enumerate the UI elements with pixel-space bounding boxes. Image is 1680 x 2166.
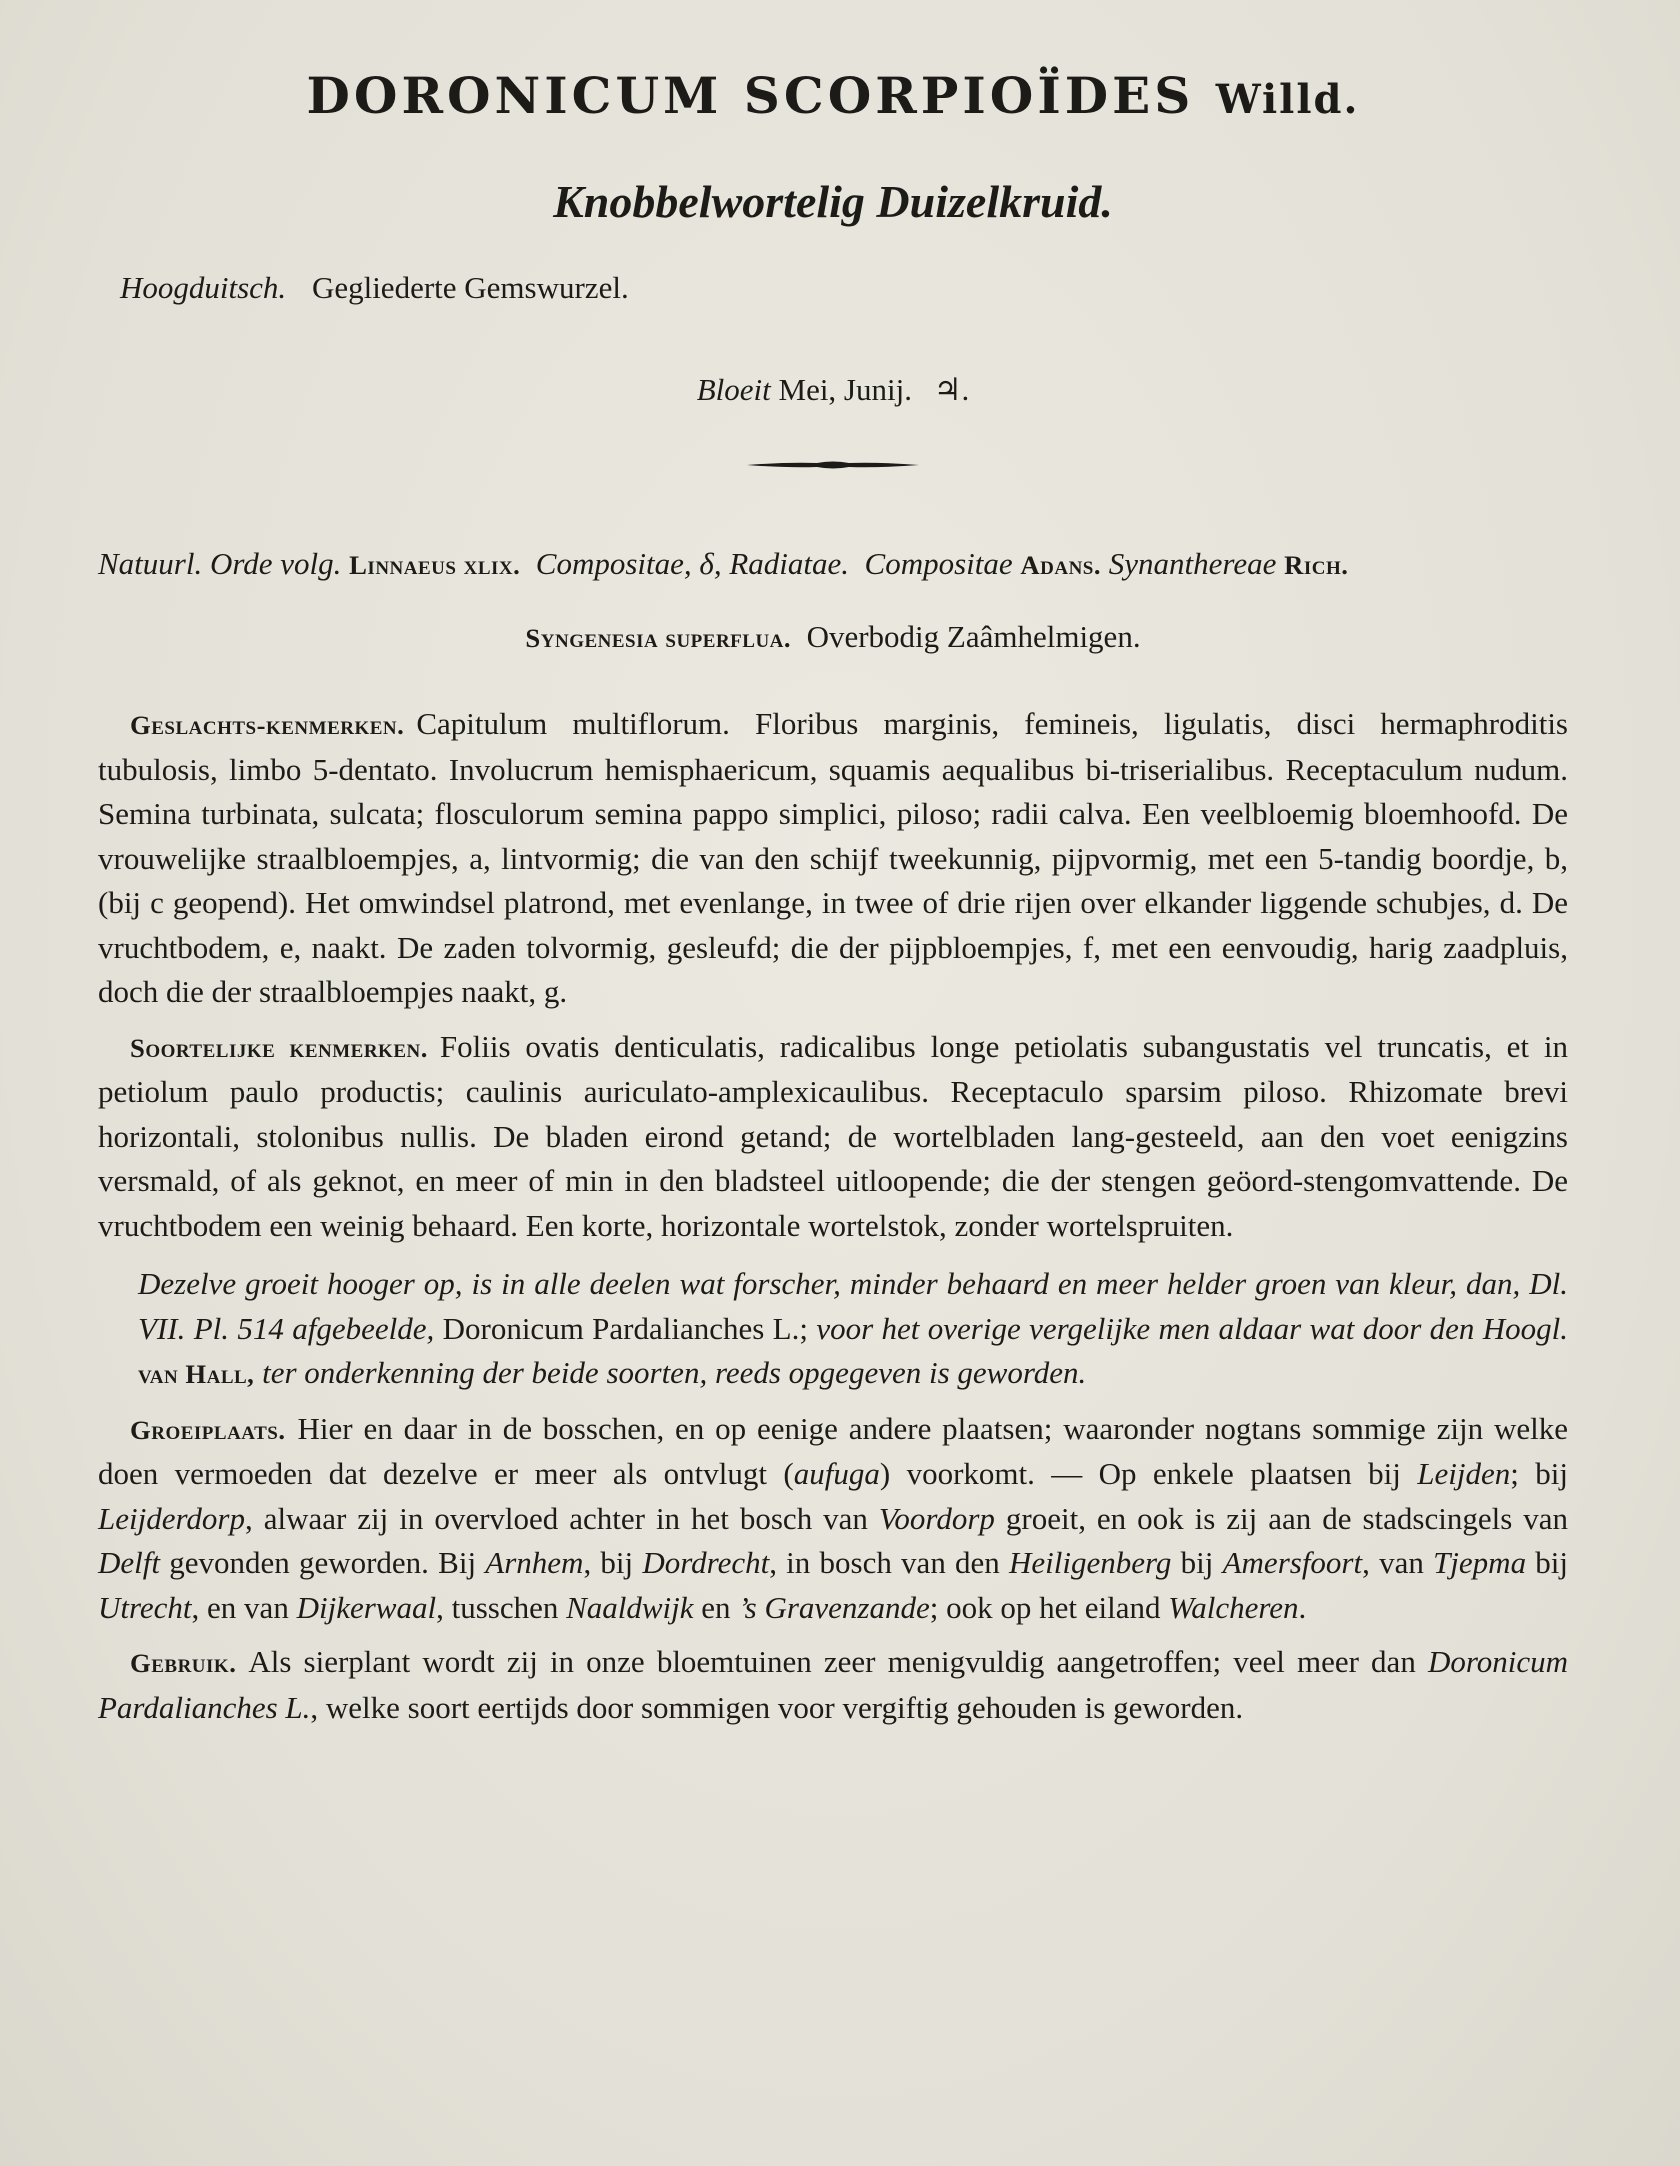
habitat-text-11: bij: [1535, 1545, 1569, 1580]
genus-text: Capitulum multiflorum. Floribus marginis, femineis, ligulatis, disci hermaphroditis tubulosis, limbo 5-dentato. Involucrum hemisphaericum, squamis aequalibus bi-triserialibus. Receptaculum nudum. Semina turbinata, sulcata; flosculorum semina pappo simplici, piloso; radii calva. Een veelbloemig bloemhoofd. De vrouwelijke straalbloempjes, a, lintvormig; die van den schijf tweekunnig, pijpvormig, met een 5-tandig boordje, b, (bij c geopend). Het omwindsel platrond, met evenlange, in twee of drie rijen over elkander liggende schubjes, d. De vruchtbodem, e, naakt. De zaden tolvormig, gesleufd; die der pijpbloempjes, f, met een eenvoudig, harig zaadpluis, doch die der straalbloempjes naakt, g.: [98, 706, 1568, 1009]
note-van-hall: van Hall,: [138, 1359, 255, 1389]
habitat-text-1: Hier en daar in de bosschen, en op eenige andere plaatsen; waaronder nogtans sommige zijn welke doen vermoeden dat dezelve er meer als ontvlugt (: [98, 1410, 1568, 1491]
flowering-line: [98, 368, 1568, 412]
habitat-text-8: , in bosch van den: [769, 1545, 1000, 1580]
perennial-symbol: ♃.: [933, 372, 970, 407]
page-title: [98, 60, 1568, 136]
habitat-text-15: ; ook op het eiland: [929, 1589, 1161, 1625]
title-species: DORONICUM SCORPIOÏDES: [306, 66, 1195, 125]
place-leijden: Leijden: [1417, 1456, 1511, 1491]
habitat-heading: Groeiplaats.: [130, 1414, 286, 1445]
usage-species: Doronicum Pardalianches L.: [98, 1644, 1569, 1725]
habitat-text-13: , tusschen: [436, 1589, 559, 1625]
flowering-label: Bloeit: [696, 372, 771, 407]
note-part-1: Dezelve groeit hooger op, is in alle deelen wat forscher, minder behaard en meer helder groen van kleur, dan, Dl. VII. Pl. 514 afgebeelde,: [138, 1266, 1568, 1346]
usage: [98, 1640, 1568, 1730]
orde-adans: Adans.: [1020, 550, 1102, 580]
usage-text-1: Als sierplant wordt zij in onze bloemtuinen zeer menigvuldig aangetroffen; veel meer dan: [248, 1644, 1416, 1679]
comparison-note: [58, 1262, 1568, 1397]
habitat-text-3: ; bij: [1510, 1456, 1568, 1491]
orde-compositae: Compositae,: [535, 546, 692, 581]
syngenesia-text: Overbodig Zaâmhelmigen.: [806, 619, 1141, 654]
note-species: Doronicum Pardalianches L.;: [442, 1310, 808, 1346]
usage-heading: Gebruik.: [130, 1648, 237, 1678]
place-amersfoort: Amersfoort: [1222, 1545, 1363, 1580]
place-dijkerwaal: Dijkerwaal: [296, 1589, 437, 1625]
habitat-text-5: groeit, en ook is zij aan de stadscingels van: [1005, 1500, 1569, 1536]
orde-synanthereae: Synanthereae: [1108, 546, 1277, 581]
place-heiligenberg: Heiligenberg: [1009, 1545, 1172, 1580]
place-tjepma: Tjepma: [1433, 1545, 1527, 1580]
genus-heading: Geslachts-kenmerken.: [130, 710, 405, 740]
syngenesia-line: [98, 615, 1568, 660]
habitat-text-10: , van: [1362, 1545, 1424, 1580]
habitat-aufuga: aufuga: [793, 1456, 880, 1491]
orde-delta: δ,: [699, 546, 722, 581]
place-delft: Delft: [98, 1545, 160, 1580]
place-gravenzande: ’s Gravenzande: [738, 1589, 930, 1625]
species-characters: [98, 1025, 1568, 1249]
habitat-text-7: , bij: [583, 1545, 634, 1580]
place-dordrecht: Dordrecht: [642, 1545, 770, 1580]
place-voordorp: Voordorp: [878, 1500, 995, 1536]
german-name: Gegliederte Gemswurzel.: [311, 270, 629, 305]
syngenesia-label: Syngenesia superflua.: [525, 623, 792, 653]
natural-order-line: [98, 542, 1568, 587]
habitat-text-4: , alwaar zij in overvloed achter in het bosch van: [244, 1500, 868, 1536]
habitat-text-2: ) voorkomt. — Op enkele plaatsen bij: [879, 1456, 1401, 1491]
place-utrecht: Utrecht: [98, 1589, 192, 1625]
habitat-text-16: .: [1298, 1589, 1307, 1625]
note-part-3: ter onderkenning der beide soorten, reeds opgegeven is geworden.: [262, 1355, 1087, 1390]
orde-label: Natuurl. Orde volg.: [98, 546, 342, 581]
usage-text-2: , welke soort eertijds door sommigen voor vergiftig gehouden is geworden.: [310, 1689, 1244, 1725]
orde-compositae-2: Compositae: [864, 546, 1013, 581]
flowering-months: Mei, Junij.: [778, 372, 912, 407]
habitat-text-6: gevonden geworden. Bij: [169, 1545, 477, 1580]
species-heading: Soortelijke kenmerken.: [130, 1032, 428, 1063]
orde-rich: Rich.: [1284, 550, 1349, 580]
dutch-name: Knobbelwortelig Duizelkruid.: [553, 176, 1113, 227]
place-arnhem: Arnhem: [485, 1545, 584, 1580]
habitat: [98, 1407, 1568, 1631]
german-name-line: [120, 266, 1568, 310]
orde-linnaeus: Linnaeus xlix.: [349, 550, 521, 580]
habitat-text-9: bij: [1180, 1545, 1214, 1580]
orde-radiatae: Radiatae.: [729, 546, 850, 581]
title-author: Willd.: [1215, 76, 1360, 123]
ornament-rule: [747, 460, 919, 470]
habitat-text-14: en: [701, 1589, 731, 1625]
place-leijderdorp: Leijderdorp: [98, 1500, 245, 1536]
german-label: Hoogduitsch.: [120, 270, 287, 305]
place-walcheren: Walcheren: [1168, 1589, 1299, 1625]
habitat-text-12: , en van: [191, 1589, 289, 1625]
note-part-2: voor het overige vergelijke men aldaar wat door den Hoogl.: [816, 1310, 1569, 1346]
species-text: Foliis ovatis denticulatis, radicalibus longe petiolatis subangustatis vel truncatis, et in petiolum paulo productis; caulinis auriculato-amplexicaulibus. Receptaculo sparsim piloso. Rhizomate brevi horizontali, stolonibus nullis. De bladen eirond getand; de wortelbladen lang-gesteeld, aan den voet eenigzins versmald, of als geknot, en meer of min in den bladsteel uitloopende; die der stengen geöord-stengomvattende. De vruchtbodem een weinig behaard. Een korte, horizontale wortelstok, zonder wortelspruiten.: [98, 1028, 1568, 1243]
place-naaldwijk: Naaldwijk: [566, 1589, 694, 1625]
genus-characters: [98, 702, 1568, 1015]
